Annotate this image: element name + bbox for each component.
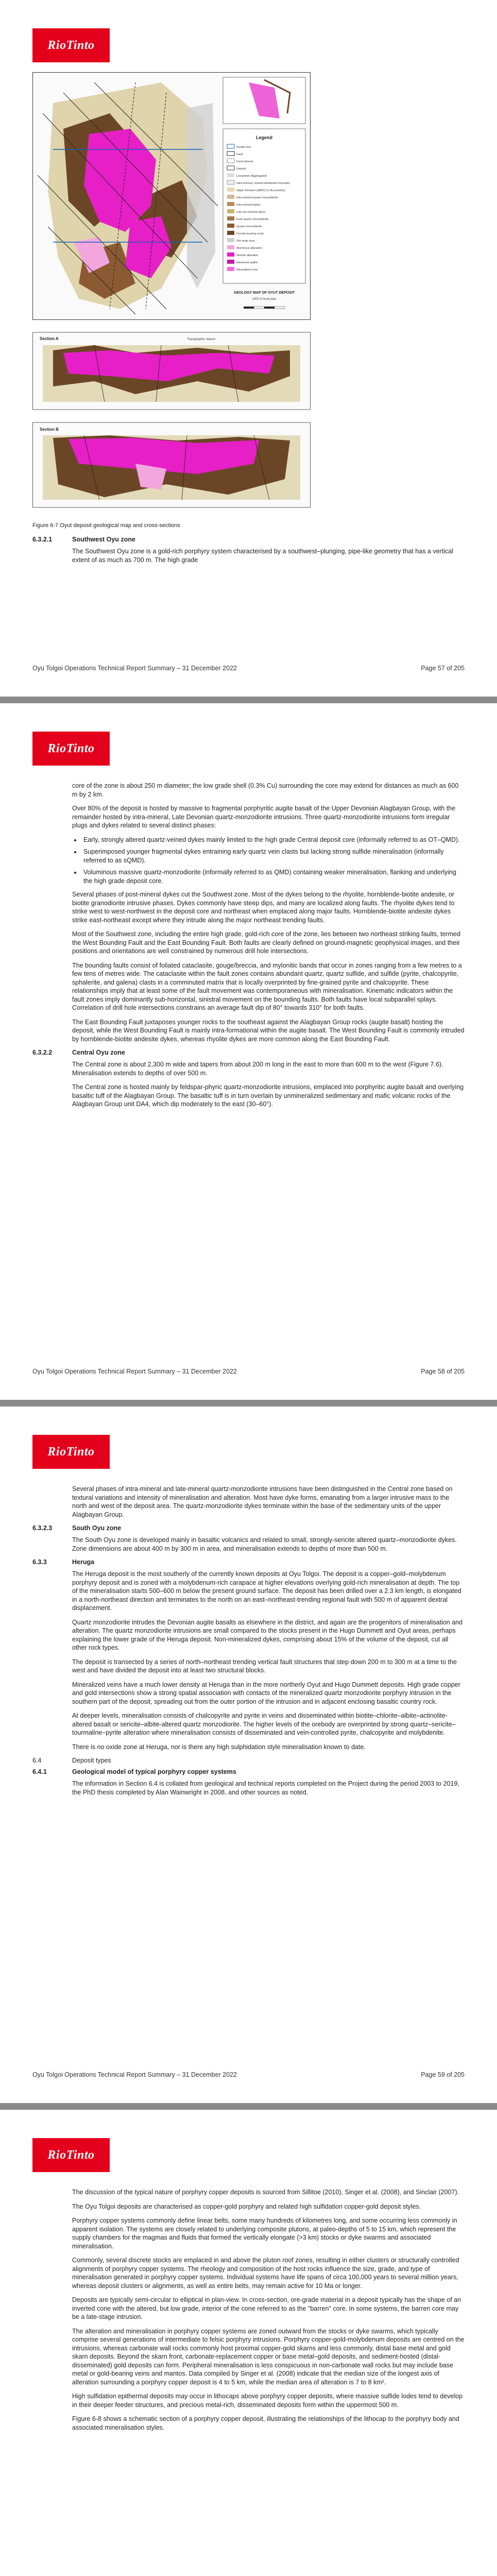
- paragraph: The Central zone is about 2,300 m wide and tapers from about 200 m long in the east to more than 600 m to the west (Figure 7.6). Mineralisation extends to depths of over 500 m.: [72, 1061, 443, 1077]
- heading-6-3-2-3: [32, 1524, 465, 1532]
- paragraph: The bounding faults consist of foliated cataclasite, gouge/breccia, and mylonitic bands that occur in zones ranging from a few metres to a few tens of metres wide. The cataclasite within the fault zones contains abundant quartz, quartz sulfide, and sulfide (pyrite, chalcopyrite, sphalerite, and galena) clasts in a comminuted matrix that is locally overprinted by fine-grained pyrite and chalcopyrite. These relationships imply that at least some of the fault movement was contemporaneous with mineralisation. Kinematic indicators within the fault zones imply dominantly sub-horizontal, sinistral movement on the bounding faults. Both faults have local subparallel splays. Correlation of drill hole intersections constrains an average fault dip of 80° towards 310° for both faults.: [72, 961, 462, 1011]
- rio-tinto-logo: RioTinto: [32, 2138, 110, 2172]
- page-number: Page 57 of 205: [421, 665, 465, 672]
- page-footer: [32, 2071, 465, 2078]
- section-a-note: Topographic datum: [187, 337, 216, 341]
- paragraph: Porphyry copper systems commonly define linear belts, some many hundreds of kilometres long, and some occurring less commonly in apparent isolation. The systems are closely related to underlying composite plutons, at paleo-depths of 5 to 15 km, which represent the supply chambers for the magmas and fluids that formed the vertically elongate (>3 km) stocks or dyke swarms and associated mineralisation.: [72, 2217, 457, 2250]
- paragraph: At deeper levels, mineralisation consists of chalcopyrite and pyrite in veins and disseminated within biotite–chlorite–albite–actinolite-altered basalt or sericite–albite-altered quartz monzodiorite. The higher levels of the orebody are overprinted by strong quartz–sericite–tourmaline–pyrite alteration where mineralisation consists of disseminated and vein-controlled pyrite, chalcopyrite and molybdenite.: [72, 1712, 456, 1736]
- heading-title: Geological model of typical porphyry copper systems: [72, 1768, 236, 1775]
- paragraph: Quartz monzodiorite intrudes the Devonian augite basalts as elsewhere in the district, and again are the progenitors of mineralisation and alteration. The quartz monzodiorite intrusions are small compared to the stocks present in the Hugo Dummett and Oyut areas, perhaps explaining the lower grade of the Heruga deposit. Non-mineralized dykes, comprising about 15% of the volume of the deposit, cut all other rock types.: [72, 1618, 463, 1651]
- paragraph: core of the zone is about 250 m diameter; the low grade shell (0.3% Cu) surrounding the core may extend for distances as much as 600 m by 2 km.: [72, 782, 459, 798]
- list-item: • Early, strongly altered quartz-veined dykes mainly limited to the high grade Central deposit core (informally referred to as OT–QMD).: [81, 836, 465, 844]
- paragraph: The Oyu Tolgoi deposits are characterised as copper-gold porphyry and related high sulfidation copper-gold deposit styles.: [72, 2202, 421, 2210]
- geology-map-and-sections: [32, 72, 311, 515]
- legend-item: Ore body zone: [236, 240, 255, 243]
- legend-item: Upper Intrusive (QMD) Cu-Au porphyry: [236, 189, 286, 192]
- section-a-label: Section A: [40, 336, 59, 341]
- legend-item: Fluorite-bearing rocks: [236, 232, 264, 235]
- heading-6-4: [32, 1757, 465, 1764]
- rio-tinto-logo: RioTinto: [32, 1435, 110, 1469]
- heading-title: South Oyu zone: [72, 1524, 122, 1532]
- legend-item: Intra-mineral dykes: [236, 204, 261, 207]
- legend-item: Aluminous alteration: [236, 247, 262, 250]
- page-footer: [32, 1368, 465, 1375]
- heading-6-3-3: [32, 1558, 465, 1566]
- paragraph: Several phases of post-mineral dykes cut the Southwest zone. Most of the dykes belong to the rhyolite, hornblende-biotite andesite, or biotite granodiorite intrusive phases. Dykes commonly have steep dips, and many are localized along faults. The rhyolite dykes tend to strike west to west-northwest in the deposit core and northeast when emplaced along major faults. Hornblende-biotite andesite dykes strike east-northeast except where they intrude along the major northeast trending faults.: [72, 891, 455, 924]
- page-number: Page 59 of 205: [421, 2071, 465, 2078]
- map-title: GEOLOGY MAP OF OYUT DEPOSIT: [233, 291, 295, 295]
- paragraph: The Southwest Oyu zone is a gold-rich porphyry system characterised by a southwest–plunging, pipe-like geometry that has a vertical extent of as much as 700 m. The high grade: [72, 548, 453, 564]
- paragraph: The alteration and mineralisation in porphyry copper systems are zoned outward from the stocks or dyke swarms, which typically comprise several generations of intermediate to felsic porphyry intrusions. Porphyry copper-gold-molybdenum deposits are centred on the intrusions, whereas carbonate wall rocks commonly host proximal copper-gold skarns and less commonly, distal base metal and gold skarn deposits. Beyond the skarn front, carbonate-replacement copper or base metal–gold deposits, and sediment-hosted (distal-disseminated) gold deposits can form. Peripheral mineralisation is less conspicuous in non-carbonate wall rocks but may include base metal or gold-bearing veins and mantos. Data compiled by Singer et al. (2008) indicate that the median size of the longest axis of alteration surrounding a porphyry copper deposit is 4 to 5 km, while the median area of alteration is 7 to 8 km².: [72, 2327, 465, 2386]
- heading-number: 6.3.2.3: [32, 1524, 53, 1532]
- figure-caption: Figure 6-7 Oyut deposit geological map and cross-sections: [32, 522, 180, 529]
- footer-title: Oyu Tolgoi Operations Technical Report Summary – 31 December 2022: [32, 1368, 237, 1375]
- page-number: Page 58 of 205: [421, 1368, 465, 1375]
- footer-title: Oyu Tolgoi Operations Technical Report Summary – 31 December 2022: [32, 2071, 237, 2078]
- heading-title: Deposit types: [72, 1757, 111, 1764]
- list-item: • Voluminous massive quartz-monzodiorite (informally referred to as QMD) containing weaker mineralisation, flanking and underlying the high grade deposit core.: [81, 868, 465, 885]
- intrusion-phase-list: [81, 836, 465, 886]
- heading-6-3-2-2: [32, 1049, 465, 1056]
- heading-6-4-1: [32, 1768, 465, 1775]
- heading-title: Central Oyu zone: [72, 1049, 125, 1056]
- legend-item: Advanced argillic: [236, 261, 258, 264]
- list-item: • Superimposed younger fragmental dykes entraining early quartz vein clasts but lacking strong sulfide mineralisation (informally referred to as sQMD).: [81, 848, 465, 865]
- legend-item: Mineralised zone: [236, 268, 258, 272]
- heading-title: Southwest Oyu zone: [72, 536, 135, 543]
- paragraph: Commonly, several discrete stocks are emplaced in and above the pluton roof zones, resulting in either clusters or structurally controlled alignments of porphyry copper systems. The rheology and composition of the host rocks influence the size, grade, and type of mineralisation generated in porphyry copper systems. Individual systems have life spans of circa 100,000 years to several million years, whereas deposit clusters or alignments, as well as entire belts, may remain active for 10 Ma or longer.: [72, 2257, 459, 2290]
- legend-item: Intra-mineral, mineral distribution boundary: [236, 182, 290, 185]
- map-subtitle: 1000 m level plan: [252, 298, 277, 301]
- heading-number: 6.4.1: [32, 1768, 47, 1775]
- legend-item: Fault: [236, 153, 243, 156]
- figure-6-7: [32, 72, 311, 515]
- page-58: [0, 703, 497, 1400]
- legend-item: Fault inferred: [236, 160, 253, 163]
- legend-item: Quartz monzodiorite: [236, 225, 262, 228]
- paragraph: The deposit is transected by a series of north–northeast trending vertical fault structures that step down 200 m to 300 m at a time to the west and have divided the deposit into at least two structural blocks.: [72, 1658, 457, 1674]
- paragraph: The South Oyu zone is developed mainly in basaltic volcanics and related to small, strongly-sericite altered quartz–monzodiorite dykes. Zone dimensions are about 400 m by 300 m in area, and mineralisation extends to depths of more than 500 m.: [72, 1536, 457, 1552]
- paragraph: Several phases of intra-mineral and late-mineral quartz-monzodiorite intrusions have been distinguished in the Central zone based on textural variations and intensity of mineralisation and alteration. Most have dyke forms, emanating from a larger intrusive mass to the north and west of the deposit area. The quartz-monzodiorite dykes terminate within the base of the sedimentary units of the upper Alagbayan Group.: [72, 1485, 453, 1518]
- legend-item: Intra-mineral quartz monzodiorite: [236, 196, 278, 199]
- page-57: [0, 0, 497, 697]
- paragraph: Deposits are typically semi-circular to elliptical in plan-view. In cross-section, ore-grade material in a deposit typically has the shape of an inverted cone with the altered, but low grade, interior of the cone referred to as the "barren" core. In some systems, the barren core may be a late-stage intrusion.: [72, 2296, 461, 2320]
- rio-tinto-logo: RioTinto: [32, 732, 110, 766]
- legend-item: Lineament (Aggregated): [236, 175, 267, 178]
- paragraph: Mineralized veins have a much lower density at Heruga than in the more northerly Oyut and Hugo Dummett deposits. High grade copper and gold intersections show a strong spatial association with contacts of the mineralized quartz monzodiorite porphyry intrusion in the southern part of the deposit, spreading out from the outer portion of the intrusion and in adjacent enclosing basaltic country rock.: [72, 1681, 460, 1705]
- legend-item: Deposit: [236, 167, 246, 171]
- paragraph: The East Bounding Fault juxtaposes younger rocks to the southeast against the Alagbayan Group rocks (augite basalt) hosting the deposit, while the West Bounding Fault is mainly intra-formational within the augite basalt. The West Bounding Fault is commonly intruded by hornblende-biotite andesite dykes, whereas rhyolite dykes are more common along the East Bounding Fault.: [72, 1018, 465, 1043]
- heading-number: 6.3.2.1: [32, 536, 53, 543]
- page-footer: [32, 665, 465, 672]
- paragraph: The Central zone is hosted mainly by feldspar-phyric quartz-monzodiorite intrusions, emplaced into porphyritic augite basalt and overlying basaltic tuff of the Alagbayan Group. The basaltic tuff is in turn overlain by unmineralized sedimentary and mafic volcanic rocks of the Alagbayan Group unit DA4, which dip moderately to the east (30–60°).: [72, 1083, 464, 1108]
- legend-item: Early quartz monzodiorite: [236, 218, 269, 221]
- paragraph: Most of the Southwest zone, including the entire high grade, gold-rich core of the zone, lies between two northeast striking faults, termed the West Bounding Fault and the East Bounding Fault. Both faults are clearly defined on ground-magnetic geophysical images, and their positions and orientations are well constrained by numerous drill hole intersections.: [72, 930, 460, 955]
- paragraph: High sulfidation epithermal deposits may occur in lithocaps above porphyry copper deposits, where massive sulfide lodes tend to develop in their deeper feeder structures, and precious metal-rich, disseminated deposits form within the uppermost 500 m.: [72, 2393, 463, 2409]
- page-60: [0, 2110, 497, 2576]
- legend-title: Legend: [255, 135, 273, 140]
- paragraph: Figure 6-8 shows a schematic section of a porphyry copper deposit, illustrating the relationships of the lithocap to the porphyry body and associated mineralisation styles.: [72, 2415, 459, 2431]
- footer-title: Oyu Tolgoi Operations Technical Report Summary – 31 December 2022: [32, 665, 237, 672]
- heading-title: Heruga: [72, 1558, 95, 1566]
- legend-item: Section line: [236, 146, 251, 149]
- heading-number: 6.4: [32, 1757, 42, 1764]
- paragraph: The information in Section 6.4 is collated from geological and technical reports completed on the Project during the period 2003 to 2019, the PhD thesis completed by Alan Wainwright in 2008, and other sources as noted.: [72, 1780, 459, 1796]
- rio-tinto-logo: RioTinto: [32, 28, 110, 62]
- paragraph: Over 80% of the deposit is hosted by massive to fragmental porphyritic augite basalt of the Upper Devonian Alagbayan Group, with the remainder hosted by intra-mineral, Late Devonian quartz-monzodiorite intrusions. Three quartz-monzodiorite intrusions form irregular plugs and dykes related to several distinct phases:: [72, 805, 456, 829]
- page-59: [0, 1406, 497, 2103]
- heading-number: 6.3.3: [32, 1558, 47, 1566]
- heading-number: 6.3.2.2: [32, 1049, 53, 1056]
- paragraph: There is no oxide zone at Heruga, nor is there any high sulphidation style mineralisation known to date.: [72, 1743, 366, 1751]
- paragraph: The Heruga deposit is the most southerly of the currently known deposits at Oyu Tolgoi. The deposit is a copper–gold–molybdenum porphyry deposit and is zoned with a molybdenum-rich carapace at higher elevations overlying gold-rich mineralisation at depth. The top of the mineralisation starts 500–600 m below the present ground surface. The deposit has been drilled over a 2.3 km length, is elongated in a north-northeast direction and terminates to the north on an east–northeast-trending regional fault with 500 m of apparent dextral displacement.: [72, 1570, 461, 1612]
- section-b-label: Section B: [40, 427, 59, 432]
- legend-item: Late syn-mineral dykes: [236, 211, 266, 214]
- heading-6-3-2-1: [32, 536, 465, 543]
- paragraph: The discussion of the typical nature of porphyry copper deposits is sourced from Sillitoe (2010), Singer et al. (2008), and Sinclair (2007).: [72, 2189, 459, 2196]
- legend-item: Sericite alteration: [236, 254, 259, 257]
